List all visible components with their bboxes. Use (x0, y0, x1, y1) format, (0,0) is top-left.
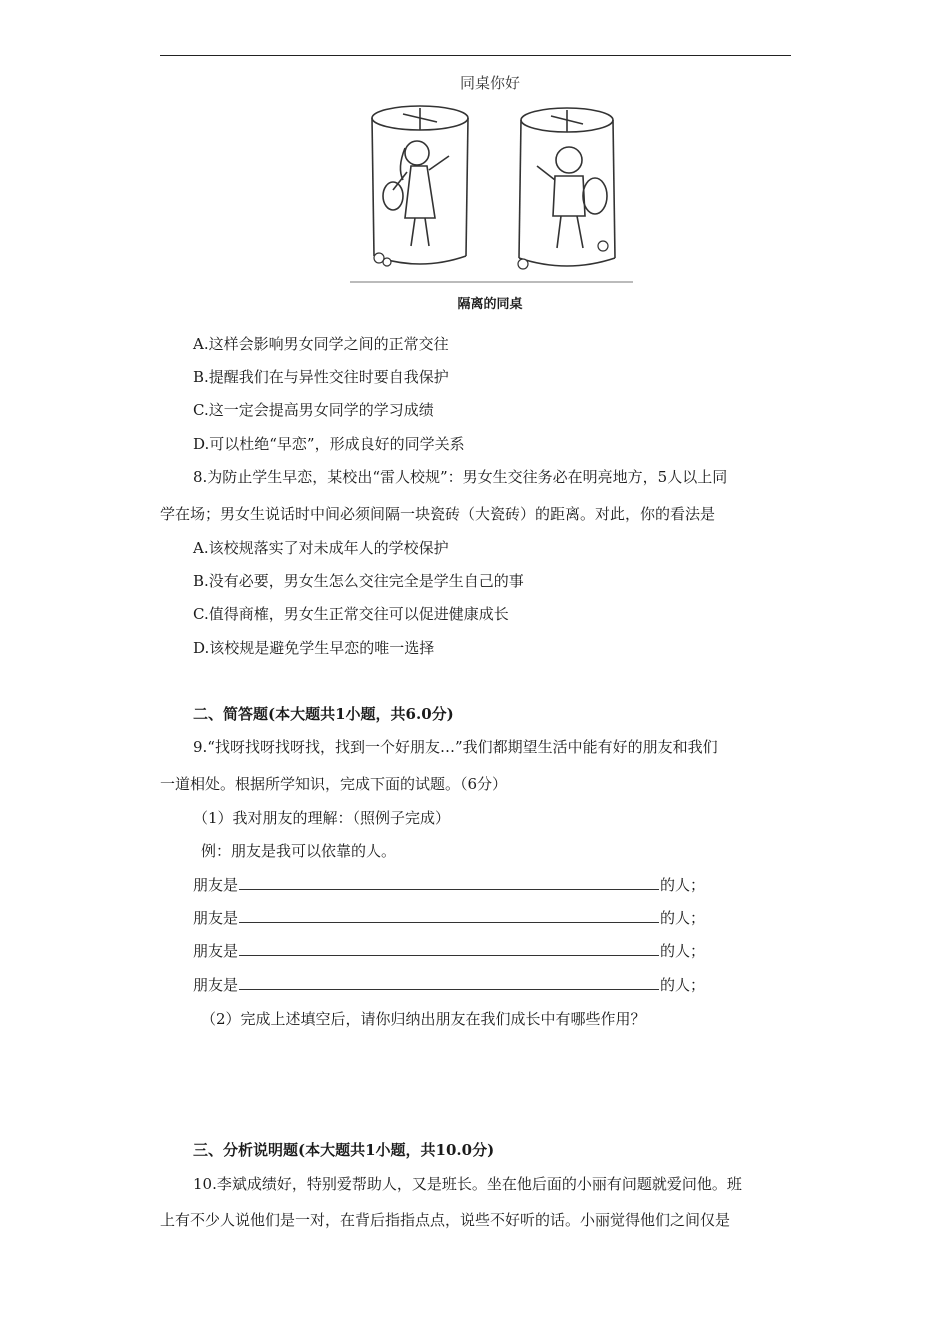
q8-option-c: C.值得商榷，男女生正常交往可以促进健康成长 (193, 605, 509, 623)
answer-blank[interactable] (239, 940, 659, 956)
q10-stem-line1: 10.李斌成绩好，特别爱帮助人，又是班长。坐在他后面的小丽有问题就爱问他。班 (193, 1175, 742, 1193)
q8-stem-line2: 学在场；男女生说话时中间必须间隔一块瓷砖（大瓷砖）的距离。对此，你的看法是 (160, 505, 716, 523)
fill-prefix: 朋友是 (193, 909, 239, 927)
fill-blank-row (193, 940, 705, 961)
section2-heading: 二、简答题(本大题共1小题，共6.0分) (193, 705, 454, 723)
fill-prefix: 朋友是 (193, 942, 239, 960)
q9-example: 例：朋友是我可以依靠的人。 (201, 842, 397, 860)
q10-stem-line2: 上有不少人说他们是一对，在背后指指点点，说些不好听的话。小丽觉得他们之间仅是 (160, 1211, 731, 1229)
figure-caption: 隔离的同桌 (457, 297, 523, 312)
fill-blank-row (193, 907, 705, 928)
fill-suffix: 的人； (660, 976, 706, 994)
q7-option-b: B.提醒我们在与异性交往时要自我保护 (193, 368, 449, 386)
q7-option-a: A.这样会影响男女同学之间的正常交往 (193, 335, 449, 353)
fill-suffix: 的人； (660, 876, 706, 894)
answer-blank[interactable] (239, 907, 659, 923)
fill-blank-row (193, 874, 705, 895)
q7-option-d: D.可以杜绝“早恋”，形成良好的同学关系 (193, 435, 465, 453)
fill-prefix: 朋友是 (193, 876, 239, 894)
q9-stem-line2: 一道相处。根据所学知识，完成下面的试题。（6分） (160, 775, 508, 793)
fill-prefix: 朋友是 (193, 976, 239, 994)
q8-option-d: D.该校规是避免学生早恋的唯一选择 (193, 639, 435, 657)
q8-stem-line1: 8.为防止学生早恋，某校出“雷人校规”：男女生交往务必在明亮地方，5人以上同 (193, 468, 728, 486)
q9-stem-line1: 9.“找呀找呀找呀找，找到一个好朋友…”我们都期望生活中能有好的朋友和我们 (193, 738, 718, 756)
q7-option-c: C.这一定会提高男女同学的学习成绩 (193, 401, 434, 419)
cartoon-title: 同桌你好 (459, 74, 521, 92)
q8-option-b: B.没有必要，男女生怎么交往完全是学生自己的事 (193, 572, 524, 590)
section3-heading: 三、分析说明题(本大题共1小题，共10.0分) (193, 1141, 495, 1159)
header-rule (160, 55, 791, 56)
fill-suffix: 的人； (660, 909, 706, 927)
q9-part2: （2）完成上述填空后，请你归纳出朋友在我们成长中有哪些作用？ (201, 1010, 646, 1028)
answer-blank[interactable] (239, 974, 659, 990)
q9-part1: （1）我对朋友的理解：（照例子完成） (193, 809, 451, 827)
answer-blank[interactable] (239, 874, 659, 890)
fill-suffix: 的人； (660, 942, 706, 960)
cartoon-illustration (345, 68, 635, 284)
q8-option-a: A.该校规落实了对未成年人的学校保护 (193, 539, 449, 557)
fill-blank-row (193, 974, 705, 995)
